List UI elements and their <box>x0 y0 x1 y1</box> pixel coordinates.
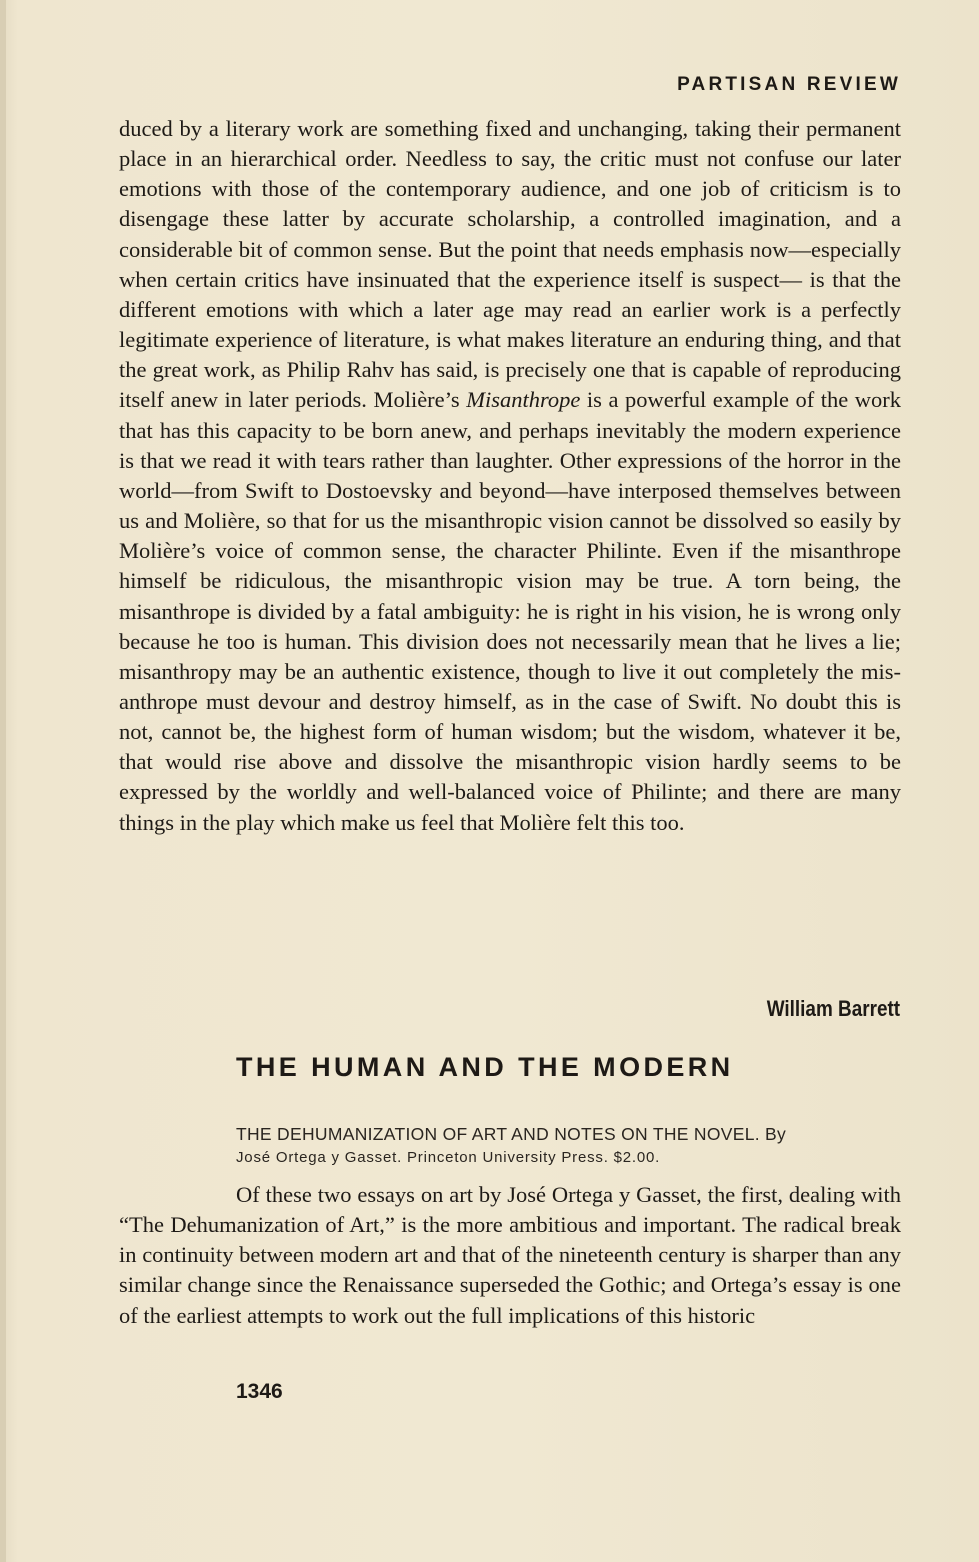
book-citation <box>236 1122 901 1170</box>
section-title: THE HUMAN AND THE MODERN <box>236 1052 734 1082</box>
review-text: Of these two essays on art by José Ortega y Gasset, the first, dealing with “The Dehumanization of Art,” is the more ambitious and important. The radical break in continuity between modern art and that of the nineteenth century is sharper than any similar change since the Renaissance superseded the Gothic; and Ortega’s essay is one of the earliest attempts to work out the full implications of this historic <box>119 1182 901 1328</box>
page-number: 1346 <box>236 1380 283 1403</box>
running-head: PARTISAN REVIEW <box>677 74 901 95</box>
play-title-italic: Misanthrope <box>466 387 581 413</box>
citation-publisher: José Ortega y Gasset. Princeton University Press. $2.00. <box>236 1149 661 1166</box>
author-signature: William Barrett <box>766 996 900 1021</box>
article-text-end: is a powerful example of the work that has this capacity to be born anew, and perhaps inevitably the modern experience is that we read it with tears rather than laughter. Other expressions of the horror in the world—from Swift to Dostoevsky and beyond—have interposed themselves between us and Molière, so that for us the misanthropic vision cannot be dissolved so easily by Molière’s voice of common sense, the character Philinte. Even if the misanthrope himself be ridiculous, the misanthropic vision may be true. A torn being, the misanthrope is divided by a fatal ambiguity: he is right in his vision, he is wrong only because he too is human. This division does not necessarily mean that he lives a lie; misanthropy may be an authentic existence, though to live it out completely the misanthrope must devour and destroy himself, as in the case of Swift. No doubt this is not, cannot be, the highest form of human wisdom; but the wisdom, whatever it be, that would rise above and dissolve the misanthropic vision hardly seems to be expressed by the worldly and well-balanced voice of Philinte; and there are many things in the play which make us feel that Molière felt this too. <box>119 387 902 835</box>
citation-title: THE DEHUMANIZATION OF ART AND NOTES ON THE NOVEL. By <box>236 1124 787 1144</box>
page-edge <box>0 0 6 1562</box>
article-text-start: duced by a literary work are something fixed and unchanging, taking their permanent place in an hierarchical order. Needless to say, the critic must not confuse our later emotions with those of the contemporary audience, and one job of criticism is to disengage these latter by accurate scholarship, a controlled imagination, and a considerable bit of common sense. But the point that needs emphasis now—especially when certain critics have insinuated that the experience itself is suspect— is that the different emotions with which a later age may read an earlier work is a perfectly legitimate experience of literature, is what makes literature an enduring thing, and that the great work, as Philip Rahv has said, is precisely one that is capable of reproducing itself anew in later periods. Molière’s <box>119 116 901 413</box>
article-paragraph <box>119 114 901 838</box>
review-paragraph <box>119 1180 901 1331</box>
